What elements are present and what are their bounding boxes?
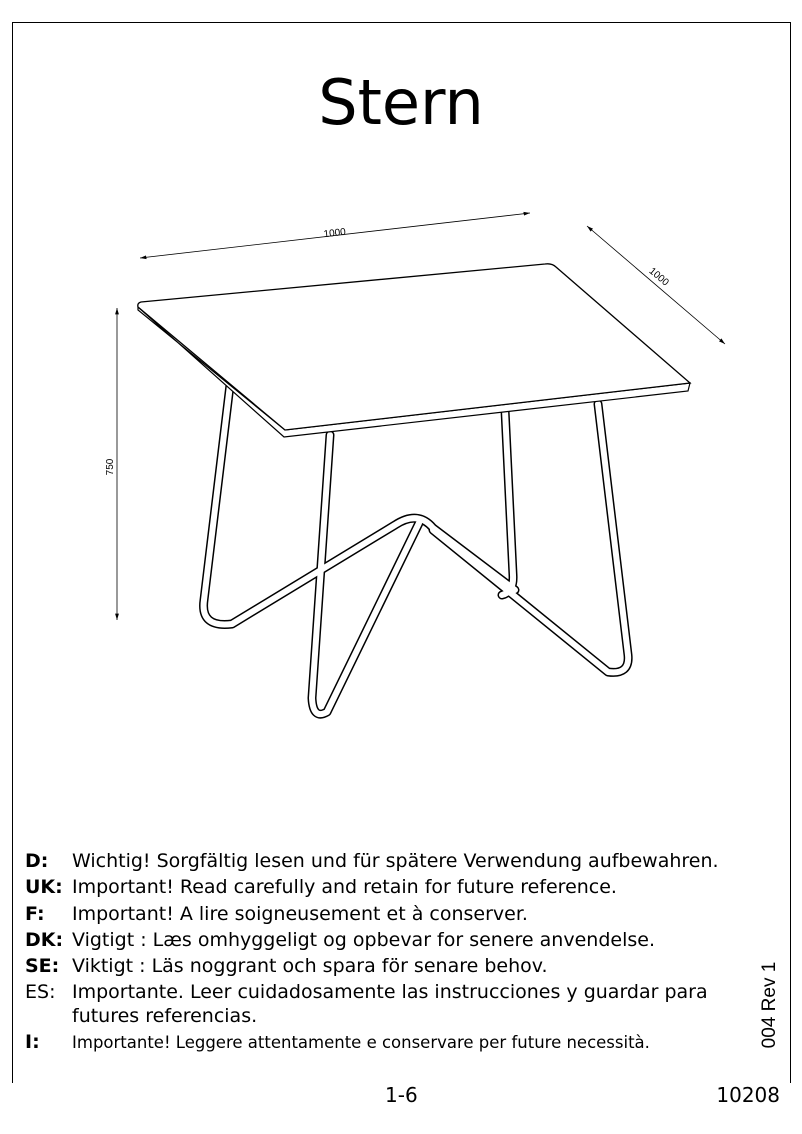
notice-text: Importante. Leer cuidadosamente las instrucciones y guardar para [72, 981, 708, 1003]
table-top [138, 264, 690, 437]
product-code: 10208 [716, 1083, 780, 1107]
notice-text: Importante! Leggere attentamente e conservare per future necessità. [72, 1033, 650, 1052]
notice-text: Important! Read carefully and retain for future reference. [72, 876, 617, 898]
notice-text: Wichtig! Sorgfältig lesen und für spätere Verwendung aufbewahren. [72, 850, 719, 872]
product-title: Stern [318, 66, 484, 139]
page-number: 1-6 [385, 1083, 418, 1107]
lang-label: DK: [25, 929, 64, 951]
revision-label: 004 Rev 1 [759, 961, 780, 1049]
notice-text-continued: futures referencias. [72, 1005, 258, 1027]
lang-label: SE: [25, 955, 60, 977]
lang-label: F: [25, 903, 45, 925]
lang-label: UK: [25, 876, 63, 898]
lang-label: I: [25, 1031, 40, 1053]
notice-text: Important! A lire soigneusement et à conserver. [72, 903, 528, 925]
lang-label: ES: [25, 981, 56, 1003]
width-label: 1000 [323, 226, 347, 241]
notice-text: Viktigt : Läs noggrant och spara för senare behov. [72, 955, 548, 977]
depth-label: 1000 [646, 265, 671, 289]
lang-label: D: [25, 850, 49, 872]
height-label: 750 [105, 458, 116, 476]
table-legs [204, 385, 629, 714]
notice-text: Vigtigt : Læs omhyggeligt og opbevar for senere anvendelse. [72, 929, 655, 951]
